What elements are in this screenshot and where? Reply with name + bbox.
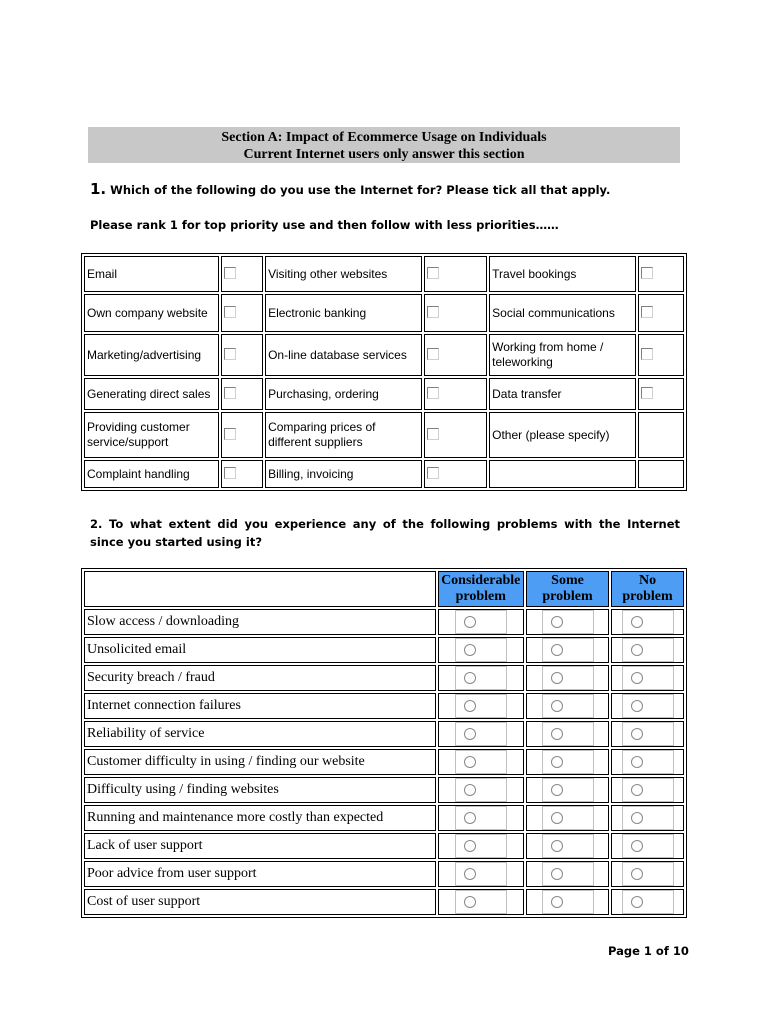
radio-considerable-problem[interactable] — [464, 868, 476, 880]
use-checkbox[interactable] — [641, 387, 653, 399]
problem-row — [84, 749, 684, 775]
problems-header-blank — [84, 571, 436, 607]
use-label: Travel bookings — [489, 256, 636, 292]
use-checkbox[interactable] — [427, 467, 439, 479]
problem-row — [84, 609, 684, 635]
use-checkbox-cell — [221, 412, 263, 458]
use-checkbox[interactable] — [224, 428, 236, 440]
use-label: Generating direct sales — [84, 378, 219, 410]
use-checkbox-cell — [638, 460, 684, 488]
problem-label: Slow access / downloading — [84, 609, 436, 635]
use-label: Working from home / teleworking — [489, 334, 636, 376]
radio-frame — [622, 610, 674, 634]
uses-row — [84, 412, 684, 458]
question-2-text: 2. To what extent did you experience any of the following problems with the Internet since you started using it? — [90, 517, 680, 549]
problem-row — [84, 665, 684, 691]
problem-row — [84, 637, 684, 663]
problem-row — [84, 805, 684, 831]
radio-cell-considerable — [438, 721, 524, 747]
radio-cell-considerable — [438, 777, 524, 803]
radio-cell-no — [611, 805, 684, 831]
radio-frame — [455, 890, 507, 914]
radio-some-problem[interactable] — [551, 644, 563, 656]
radio-cell-no — [611, 889, 684, 915]
use-checkbox-cell — [424, 460, 487, 488]
radio-no-problem[interactable] — [631, 616, 643, 628]
radio-frame — [622, 722, 674, 746]
use-checkbox-cell — [221, 294, 263, 332]
radio-frame — [542, 610, 594, 634]
radio-some-problem[interactable] — [551, 840, 563, 852]
radio-some-problem[interactable] — [551, 896, 563, 908]
radio-no-problem[interactable] — [631, 728, 643, 740]
problems-header-row — [84, 571, 684, 607]
radio-cell-no — [611, 777, 684, 803]
use-checkbox[interactable] — [427, 306, 439, 318]
use-checkbox-cell — [424, 294, 487, 332]
radio-cell-considerable — [438, 693, 524, 719]
radio-no-problem[interactable] — [631, 840, 643, 852]
radio-considerable-problem[interactable] — [464, 840, 476, 852]
use-checkbox-cell — [638, 378, 684, 410]
radio-no-problem[interactable] — [631, 784, 643, 796]
radio-frame — [455, 806, 507, 830]
radio-cell-some — [526, 609, 609, 635]
radio-cell-no — [611, 637, 684, 663]
radio-frame — [622, 666, 674, 690]
use-checkbox-cell — [221, 256, 263, 292]
problem-label: Unsolicited email — [84, 637, 436, 663]
radio-cell-some — [526, 721, 609, 747]
problem-label: Lack of user support — [84, 833, 436, 859]
radio-frame — [542, 862, 594, 886]
problem-row — [84, 833, 684, 859]
problem-label: Cost of user support — [84, 889, 436, 915]
use-label: Purchasing, ordering — [265, 378, 422, 410]
radio-considerable-problem[interactable] — [464, 756, 476, 768]
use-checkbox-cell — [221, 334, 263, 376]
use-label: On-line database services — [265, 334, 422, 376]
radio-cell-no — [611, 693, 684, 719]
use-checkbox-cell — [424, 378, 487, 410]
radio-some-problem[interactable] — [551, 756, 563, 768]
radio-frame — [542, 638, 594, 662]
radio-cell-considerable — [438, 609, 524, 635]
use-checkbox-cell — [638, 412, 684, 458]
radio-considerable-problem[interactable] — [464, 616, 476, 628]
radio-frame — [542, 722, 594, 746]
radio-cell-some — [526, 777, 609, 803]
radio-no-problem[interactable] — [631, 868, 643, 880]
radio-cell-some — [526, 749, 609, 775]
section-header — [88, 127, 680, 163]
question-1-text: Which of the following do you use the Internet for? Please tick all that apply. — [110, 183, 611, 197]
use-checkbox[interactable] — [224, 467, 236, 479]
radio-frame — [622, 694, 674, 718]
use-label: Electronic banking — [265, 294, 422, 332]
radio-no-problem[interactable] — [631, 700, 643, 712]
radio-cell-some — [526, 665, 609, 691]
radio-cell-no — [611, 749, 684, 775]
problem-label: Poor advice from user support — [84, 861, 436, 887]
use-checkbox[interactable] — [427, 267, 439, 279]
problem-label: Customer difficulty in using / finding our website — [84, 749, 436, 775]
use-label: Own company website — [84, 294, 219, 332]
radio-frame — [542, 666, 594, 690]
radio-no-problem[interactable] — [631, 672, 643, 684]
use-checkbox[interactable] — [641, 267, 653, 279]
radio-some-problem[interactable] — [551, 672, 563, 684]
use-label: Email — [84, 256, 219, 292]
radio-frame — [455, 722, 507, 746]
radio-frame — [455, 666, 507, 690]
use-checkbox[interactable] — [641, 306, 653, 318]
use-label — [489, 460, 636, 488]
use-label: Social communications — [489, 294, 636, 332]
internet-uses-table — [81, 253, 687, 491]
problem-row — [84, 721, 684, 747]
problem-row — [84, 777, 684, 803]
problem-label: Running and maintenance more costly than expected — [84, 805, 436, 831]
use-checkbox[interactable] — [427, 387, 439, 399]
radio-considerable-problem[interactable] — [464, 812, 476, 824]
radio-cell-some — [526, 833, 609, 859]
radio-frame — [622, 778, 674, 802]
radio-frame — [542, 890, 594, 914]
problem-label: Difficulty using / finding websites — [84, 777, 436, 803]
radio-cell-considerable — [438, 665, 524, 691]
uses-row — [84, 334, 684, 376]
radio-frame — [622, 890, 674, 914]
use-label: Comparing prices of different suppliers — [265, 412, 422, 458]
radio-frame — [622, 834, 674, 858]
radio-frame — [542, 834, 594, 858]
radio-considerable-problem[interactable] — [464, 784, 476, 796]
radio-no-problem[interactable] — [631, 896, 643, 908]
section-subtitle: Current Internet users only answer this section — [243, 147, 525, 162]
radio-considerable-problem[interactable] — [464, 728, 476, 740]
radio-frame — [455, 610, 507, 634]
use-label: Data transfer — [489, 378, 636, 410]
problem-row — [84, 693, 684, 719]
use-checkbox-cell — [221, 460, 263, 488]
radio-frame — [622, 750, 674, 774]
page-number: Page 1 of 10 — [608, 944, 689, 958]
question-1-number: 1. — [90, 180, 107, 198]
radio-frame — [455, 778, 507, 802]
radio-frame — [542, 806, 594, 830]
radio-cell-no — [611, 721, 684, 747]
use-checkbox-cell — [424, 412, 487, 458]
radio-frame — [622, 638, 674, 662]
radio-frame — [455, 862, 507, 886]
use-checkbox-cell — [424, 334, 487, 376]
radio-some-problem[interactable] — [551, 868, 563, 880]
use-checkbox[interactable] — [224, 267, 236, 279]
header-considerable-problem: Considerable problem — [438, 571, 524, 607]
radio-cell-considerable — [438, 805, 524, 831]
use-checkbox-cell — [638, 334, 684, 376]
radio-considerable-problem[interactable] — [464, 896, 476, 908]
radio-no-problem[interactable] — [631, 644, 643, 656]
uses-row — [84, 378, 684, 410]
uses-row — [84, 460, 684, 488]
radio-cell-considerable — [438, 889, 524, 915]
use-checkbox-cell — [638, 294, 684, 332]
radio-cell-considerable — [438, 861, 524, 887]
radio-some-problem[interactable] — [551, 784, 563, 796]
problems-table — [81, 568, 687, 918]
use-checkbox-cell — [638, 256, 684, 292]
use-checkbox[interactable] — [224, 348, 236, 360]
radio-considerable-problem[interactable] — [464, 672, 476, 684]
radio-frame — [622, 862, 674, 886]
radio-frame — [622, 806, 674, 830]
radio-no-problem[interactable] — [631, 812, 643, 824]
radio-frame — [455, 750, 507, 774]
section-title: Section A: Impact of Ecommerce Usage on Individuals — [221, 130, 547, 145]
radio-cell-considerable — [438, 833, 524, 859]
radio-cell-some — [526, 693, 609, 719]
radio-cell-no — [611, 609, 684, 635]
radio-frame — [455, 834, 507, 858]
radio-frame — [542, 778, 594, 802]
radio-frame — [455, 694, 507, 718]
radio-cell-no — [611, 861, 684, 887]
radio-no-problem[interactable] — [631, 756, 643, 768]
use-checkbox[interactable] — [224, 306, 236, 318]
radio-cell-considerable — [438, 749, 524, 775]
radio-cell-some — [526, 889, 609, 915]
radio-cell-no — [611, 833, 684, 859]
radio-cell-no — [611, 665, 684, 691]
header-no-problem: No problem — [611, 571, 684, 607]
problem-row — [84, 889, 684, 915]
question-1-instruction: Please rank 1 for top priority use and then follow with less priorities…… — [90, 218, 559, 232]
use-label: Visiting other websites — [265, 256, 422, 292]
radio-some-problem[interactable] — [551, 616, 563, 628]
radio-frame — [542, 750, 594, 774]
use-label: Complaint handling — [84, 460, 219, 488]
use-checkbox[interactable] — [224, 387, 236, 399]
radio-considerable-problem[interactable] — [464, 700, 476, 712]
radio-frame — [542, 694, 594, 718]
problem-label: Reliability of service — [84, 721, 436, 747]
radio-cell-some — [526, 637, 609, 663]
use-label: Other (please specify) — [489, 412, 636, 458]
radio-cell-considerable — [438, 637, 524, 663]
use-checkbox-cell — [221, 378, 263, 410]
header-some-problem: Some problem — [526, 571, 609, 607]
use-checkbox-cell — [424, 256, 487, 292]
use-label: Marketing/advertising — [84, 334, 219, 376]
uses-row — [84, 294, 684, 332]
radio-frame — [455, 638, 507, 662]
radio-some-problem[interactable] — [551, 812, 563, 824]
question-1 — [90, 180, 610, 198]
radio-some-problem[interactable] — [551, 700, 563, 712]
use-checkbox[interactable] — [427, 348, 439, 360]
radio-considerable-problem[interactable] — [464, 644, 476, 656]
problem-label: Security breach / fraud — [84, 665, 436, 691]
problem-label: Internet connection failures — [84, 693, 436, 719]
use-checkbox[interactable] — [641, 348, 653, 360]
radio-cell-some — [526, 861, 609, 887]
use-label: Billing, invoicing — [265, 460, 422, 488]
problem-row — [84, 861, 684, 887]
use-checkbox[interactable] — [427, 428, 439, 440]
radio-cell-some — [526, 805, 609, 831]
uses-row — [84, 256, 684, 292]
radio-some-problem[interactable] — [551, 728, 563, 740]
use-label: Providing customer service/support — [84, 412, 219, 458]
